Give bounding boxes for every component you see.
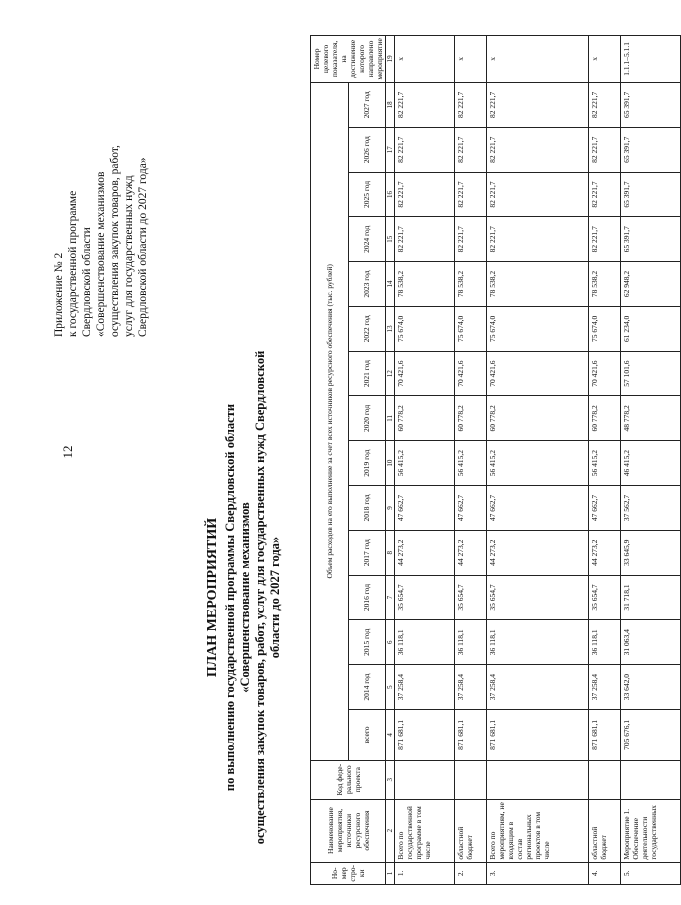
column-number: 3 bbox=[386, 760, 395, 799]
page-number: 12 bbox=[60, 445, 75, 459]
column-number: 7 bbox=[386, 575, 395, 620]
row-year-value: 82 221,7 bbox=[454, 217, 486, 262]
row-year-value: 37 258,4 bbox=[588, 665, 620, 710]
header-project-code: Код феде-рального проекта bbox=[311, 760, 386, 799]
column-number: 8 bbox=[386, 530, 395, 575]
header-year: 2023 год bbox=[348, 262, 386, 307]
plan-table bbox=[310, 35, 681, 885]
header-year: 2015 год bbox=[348, 620, 386, 665]
row-year-value: 35 654,7 bbox=[454, 575, 486, 620]
row-year-value: 75 674,0 bbox=[487, 306, 588, 351]
appendix-line: «Совершенствование механизмов bbox=[95, 171, 107, 337]
column-number: 10 bbox=[386, 441, 395, 486]
row-year-value: 44 273,2 bbox=[487, 530, 588, 575]
row-name: областной бюджет bbox=[588, 799, 620, 862]
row-year-value: 82 221,7 bbox=[588, 82, 620, 127]
row-year-value: 31 718,1 bbox=[620, 575, 680, 620]
row-name: областной бюджет bbox=[454, 799, 486, 862]
row-year-value: 56 415,2 bbox=[588, 441, 620, 486]
row-year-value: 35 654,7 bbox=[395, 575, 455, 620]
row-number: 4. bbox=[588, 862, 620, 884]
column-number: 5 bbox=[386, 665, 395, 710]
row-project-code bbox=[395, 760, 455, 799]
row-year-value: 36 118,1 bbox=[454, 620, 486, 665]
appendix-line: услуг для государственных нужд bbox=[123, 175, 135, 337]
row-year-value: 47 662,7 bbox=[487, 486, 588, 531]
header-year: 2017 год bbox=[348, 530, 386, 575]
header-year: 2027 год bbox=[348, 82, 386, 127]
row-total: 705 676,1 bbox=[620, 709, 680, 760]
row-year-value: 60 778,2 bbox=[588, 396, 620, 441]
row-year-value: 48 778,2 bbox=[620, 396, 680, 441]
column-number: 11 bbox=[386, 396, 395, 441]
header-name: Наименование мероприятия, источники ресурсного обеспечения bbox=[311, 799, 386, 862]
row-name: Всего по мероприятиям, не входящим в состав региональных проектов в том числе bbox=[487, 799, 588, 862]
column-number: 1 bbox=[386, 862, 395, 884]
appendix-line: Свердловской области bbox=[81, 227, 93, 337]
header-row bbox=[311, 36, 349, 885]
row-year-value: 61 234,0 bbox=[620, 306, 680, 351]
column-number: 19 bbox=[386, 36, 395, 83]
row-number: 2. bbox=[454, 862, 486, 884]
column-number: 15 bbox=[386, 217, 395, 262]
row-year-value: 82 221,7 bbox=[588, 172, 620, 217]
row-year-value: 31 063,4 bbox=[620, 620, 680, 665]
row-number: 1. bbox=[395, 862, 455, 884]
plan-subtitle-line: по выполнению государственной программы Свердловской области «Совершенствование механизмов bbox=[223, 403, 252, 792]
row-project-code bbox=[588, 760, 620, 799]
appendix-line: осуществления закупок товаров, работ, bbox=[109, 145, 121, 337]
row-year-value: 82 221,7 bbox=[487, 217, 588, 262]
appendix-caption bbox=[52, 82, 155, 337]
row-year-value: 82 221,7 bbox=[395, 82, 455, 127]
row-year-value: 82 221,7 bbox=[588, 127, 620, 172]
table-row bbox=[588, 36, 620, 885]
row-year-value: 70 421,6 bbox=[395, 351, 455, 396]
row-indicator: 1.1.1–5.1.1 bbox=[620, 36, 680, 83]
row-year-value: 70 421,6 bbox=[588, 351, 620, 396]
row-number: 5. bbox=[620, 862, 680, 884]
plan-subtitle-line: осуществления закупок товаров, работ, услуг для государственных нужд Свердловской области до 2027 года» bbox=[253, 350, 282, 845]
row-year-value: 82 221,7 bbox=[454, 172, 486, 217]
row-year-value: 78 538,2 bbox=[487, 262, 588, 307]
row-year-value: 82 221,7 bbox=[588, 217, 620, 262]
column-number: 4 bbox=[386, 709, 395, 760]
table-row bbox=[454, 36, 486, 885]
row-year-value: 62 948,2 bbox=[620, 262, 680, 307]
row-year-value: 35 654,7 bbox=[588, 575, 620, 620]
row-year-value: 36 118,1 bbox=[395, 620, 455, 665]
row-indicator: х bbox=[454, 36, 486, 83]
row-year-value: 65 391,7 bbox=[620, 172, 680, 217]
row-year-value: 75 674,0 bbox=[588, 306, 620, 351]
header-year: 2016 год bbox=[348, 575, 386, 620]
row-year-value: 82 221,7 bbox=[487, 127, 588, 172]
header-row-number: Но-мер стро-ки bbox=[311, 862, 386, 884]
row-year-value: 56 415,2 bbox=[454, 441, 486, 486]
header-indicator: Номер целевого показателя, на достижение которого направлено мероприятие bbox=[311, 36, 386, 83]
row-year-value: 44 273,2 bbox=[588, 530, 620, 575]
row-year-value: 78 538,2 bbox=[588, 262, 620, 307]
appendix-line: Свердловской области до 2027 года» bbox=[137, 157, 149, 337]
row-number: 3. bbox=[487, 862, 588, 884]
row-total: 871 681,1 bbox=[395, 709, 455, 760]
row-year-value: 75 674,0 bbox=[454, 306, 486, 351]
row-year-value: 65 391,7 bbox=[620, 217, 680, 262]
row-total: 871 681,1 bbox=[454, 709, 486, 760]
column-number: 9 bbox=[386, 486, 395, 531]
row-indicator: х bbox=[395, 36, 455, 83]
column-number: 18 bbox=[386, 82, 395, 127]
row-year-value: 37 258,4 bbox=[395, 665, 455, 710]
header-year: 2024 год bbox=[348, 217, 386, 262]
row-year-value: 47 662,7 bbox=[588, 486, 620, 531]
row-year-value: 56 415,2 bbox=[395, 441, 455, 486]
row-year-value: 36 118,1 bbox=[588, 620, 620, 665]
row-year-value: 65 391,7 bbox=[620, 82, 680, 127]
row-name: Мероприятие 1. Обеспечение деятельности государственных bbox=[620, 799, 680, 862]
plan-heading bbox=[205, 345, 290, 850]
row-year-value: 33 642,0 bbox=[620, 665, 680, 710]
row-year-value: 36 118,1 bbox=[487, 620, 588, 665]
column-number: 17 bbox=[386, 127, 395, 172]
header-year: 2020 год bbox=[348, 396, 386, 441]
header-year: 2025 год bbox=[348, 172, 386, 217]
row-year-value: 37 258,4 bbox=[454, 665, 486, 710]
row-year-value: 33 645,9 bbox=[620, 530, 680, 575]
row-year-value: 82 221,7 bbox=[395, 217, 455, 262]
plan-table-container bbox=[310, 35, 658, 885]
row-year-value: 82 221,7 bbox=[395, 127, 455, 172]
header-volume: Объем расходов на его выполнение за счет всех источников ресурсного обеспечения (тыс. рублей) bbox=[311, 82, 349, 760]
row-name: Всего по государственной программе в том числе bbox=[395, 799, 455, 862]
plan-title: ПЛАН МЕРОПРИЯТИЙ bbox=[205, 517, 220, 678]
row-year-value: 37 258,4 bbox=[487, 665, 588, 710]
appendix-line: Приложение № 2 bbox=[53, 252, 65, 337]
header-year: 2014 год bbox=[348, 665, 386, 710]
row-year-value: 82 221,7 bbox=[454, 82, 486, 127]
table-row bbox=[487, 36, 588, 885]
row-indicator: х bbox=[588, 36, 620, 83]
header-year: 2019 год bbox=[348, 441, 386, 486]
row-year-value: 75 674,0 bbox=[395, 306, 455, 351]
row-project-code bbox=[487, 760, 588, 799]
row-year-value: 44 273,2 bbox=[454, 530, 486, 575]
row-year-value: 57 101,6 bbox=[620, 351, 680, 396]
row-year-value: 35 654,7 bbox=[487, 575, 588, 620]
row-year-value: 60 778,2 bbox=[395, 396, 455, 441]
row-year-value: 47 662,7 bbox=[454, 486, 486, 531]
row-year-value: 60 778,2 bbox=[487, 396, 588, 441]
column-number: 13 bbox=[386, 306, 395, 351]
column-number: 2 bbox=[386, 799, 395, 862]
header-year: 2021 год bbox=[348, 351, 386, 396]
row-year-value: 65 391,7 bbox=[620, 127, 680, 172]
row-total: 871 681,1 bbox=[487, 709, 588, 760]
row-year-value: 70 421,6 bbox=[454, 351, 486, 396]
header-total: всего bbox=[348, 709, 386, 760]
row-project-code bbox=[620, 760, 680, 799]
row-year-value: 47 662,7 bbox=[395, 486, 455, 531]
appendix-line: к государственной программе bbox=[67, 190, 79, 337]
column-number: 16 bbox=[386, 172, 395, 217]
row-year-value: 82 221,7 bbox=[454, 127, 486, 172]
row-year-value: 78 538,2 bbox=[454, 262, 486, 307]
row-year-value: 56 415,2 bbox=[487, 441, 588, 486]
column-number: 6 bbox=[386, 620, 395, 665]
row-year-value: 70 421,6 bbox=[487, 351, 588, 396]
row-year-value: 82 221,7 bbox=[487, 82, 588, 127]
table-row bbox=[395, 36, 455, 885]
row-year-value: 78 538,2 bbox=[395, 262, 455, 307]
row-year-value: 82 221,7 bbox=[395, 172, 455, 217]
header-year: 2026 год bbox=[348, 127, 386, 172]
row-year-value: 44 273,2 bbox=[395, 530, 455, 575]
column-number: 14 bbox=[386, 262, 395, 307]
row-year-value: 82 221,7 bbox=[487, 172, 588, 217]
row-total: 871 681,1 bbox=[588, 709, 620, 760]
row-indicator: х bbox=[487, 36, 588, 83]
header-year: 2022 год bbox=[348, 306, 386, 351]
row-year-value: 60 778,2 bbox=[454, 396, 486, 441]
row-year-value: 37 562,7 bbox=[620, 486, 680, 531]
column-numbers-row bbox=[386, 36, 395, 885]
row-project-code bbox=[454, 760, 486, 799]
column-number: 12 bbox=[386, 351, 395, 396]
header-year: 2018 год bbox=[348, 486, 386, 531]
header-years-row bbox=[348, 36, 386, 885]
row-year-value: 46 415,2 bbox=[620, 441, 680, 486]
table-row bbox=[620, 36, 680, 885]
